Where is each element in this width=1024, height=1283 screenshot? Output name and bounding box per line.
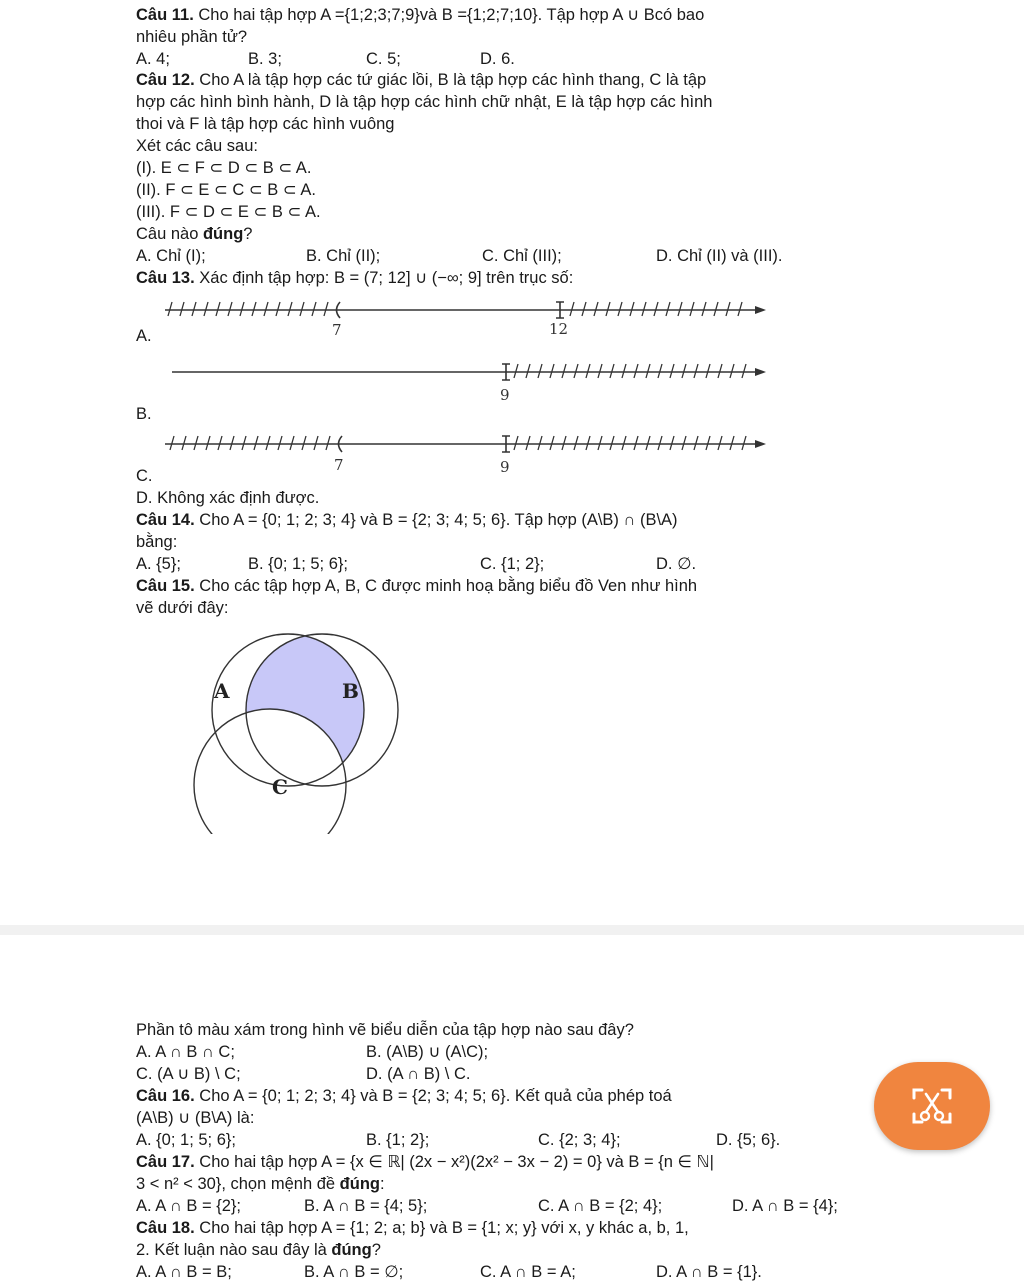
number-line-b (160, 356, 780, 406)
q11-option-a: A. 4; (136, 50, 170, 68)
q14-number: Câu 14. (136, 511, 195, 529)
q14-option-d: D. ∅. (656, 555, 697, 573)
hatch-right-b (514, 364, 746, 378)
q12-number: Câu 12. (136, 71, 195, 89)
tick-12-a: 12 (549, 320, 569, 338)
tick-7-c: 7 (334, 456, 344, 474)
hatch-left-a (168, 302, 328, 316)
q16-option-b: B. {1; 2}; (366, 1131, 430, 1149)
q11-option-c: C. 5; (366, 50, 401, 68)
q12-line1: Câu 12. Cho A là tập hợp các tứ giác lồi, B là tập hợp các hình thang, C là tập (136, 71, 707, 89)
q12-line3: thoi và F là tập hợp các hình vuông (136, 115, 395, 133)
q12-option-b: B. Chỉ (II); (306, 247, 381, 265)
venn-label-b: B (342, 679, 359, 703)
q12-line2: hợp các hình bình hành, D là tập hợp các hình chữ nhật, E là tập hợp các hình (136, 93, 713, 111)
q17-number: Câu 17. (136, 1153, 195, 1171)
tick-9-c: 9 (500, 458, 510, 476)
q13-line1: Câu 13. Xác định tập hợp: B = (7; 12] ∪ (−∞; 9] trên trục số: (136, 269, 574, 287)
q11-option-d: D. 6. (480, 50, 515, 68)
shaded-region (246, 634, 398, 786)
screenshot-crop-button[interactable] (874, 1062, 990, 1150)
hatch-right-c (514, 436, 746, 450)
q15-option-d: D. (A ∩ B) \ C. (366, 1065, 471, 1083)
hatch-left-c (170, 436, 330, 450)
q16-line1: Câu 16. Cho A = {0; 1; 2; 3; 4} và B = {2; 3; 4; 5; 6}. Kết quả của phép toá (136, 1087, 672, 1105)
q17-line2: 3 < n² < 30}, chọn mệnh đề đúng: (136, 1175, 385, 1193)
q18-option-d: D. A ∩ B = {1}. (656, 1263, 762, 1281)
q13-label-b: B. (136, 405, 152, 423)
q13-option-d: D. Không xác định được. (136, 489, 320, 507)
q17-line1: Câu 17. Cho hai tập hợp A = {x ∈ ℝ| (2x − x²)(2x² − 3x − 2) = 0} và B = {n ∈ ℕ| (136, 1153, 714, 1171)
q14-option-c: C. {1; 2}; (480, 555, 545, 573)
q13-label-a: A. (136, 327, 152, 345)
q17-option-c: C. A ∩ B = {2; 4}; (538, 1197, 663, 1215)
q17-option-a: A. A ∩ B = {2}; (136, 1197, 241, 1215)
q15-option-b: B. (A\B) ∪ (A\C); (366, 1043, 489, 1061)
q12-option-c: C. Chỉ (III); (482, 247, 562, 265)
q11-line2: nhiêu phần tử? (136, 28, 248, 46)
q18-option-c: C. A ∩ B = A; (480, 1263, 576, 1281)
q11-option-b: B. 3; (248, 50, 282, 68)
q13-number: Câu 13. (136, 269, 195, 287)
q18-line1: Câu 18. Cho hai tập hợp A = {1; 2; a; b} và B = {1; x; y} với x, y khác a, b, 1, (136, 1219, 689, 1237)
q18-option-a: A. A ∩ B = B; (136, 1263, 232, 1281)
number-line-a (160, 294, 780, 344)
q11-number: Câu 11. (136, 6, 194, 24)
q11-line1: Câu 11. Cho hai tập hợp A ={1;2;3;7;9}và B ={1;2;7;10}. Tập hợp A ∪ Bcó bao (136, 6, 705, 24)
q16-option-d: D. {5; 6}. (716, 1131, 781, 1149)
q12-option-d: D. Chỉ (II) và (III). (656, 247, 783, 265)
q15-option-a: A. A ∩ B ∩ C; (136, 1043, 235, 1061)
q14-option-a: A. {5}; (136, 555, 181, 573)
tick-7-a: 7 (332, 321, 342, 339)
tick-9-b: 9 (500, 386, 510, 404)
q14-option-b: B. {0; 1; 5; 6}; (248, 555, 348, 573)
q16-number: Câu 16. (136, 1087, 195, 1105)
q16-option-c: C. {2; 3; 4}; (538, 1131, 621, 1149)
q18-number: Câu 18. (136, 1219, 195, 1237)
q15-question: Phần tô màu xám trong hình vẽ biểu diễn của tập hợp nào sau đây? (136, 1021, 634, 1039)
q15-option-c: C. (A ∪ B) \ C; (136, 1065, 241, 1083)
venn-label-a: A (214, 679, 230, 703)
q17-option-d: D. A ∩ B = {4}; (732, 1197, 838, 1215)
q18-option-b: B. A ∩ B = ∅; (304, 1263, 404, 1281)
q14-line1: Câu 14. Cho A = {0; 1; 2; 3; 4} và B = {2; 3; 4; 5; 6}. Tập hợp (A\B) ∩ (B\A) (136, 511, 678, 529)
q17-option-b: B. A ∩ B = {4; 5}; (304, 1197, 428, 1215)
q15-line2: vẽ dưới đây: (136, 599, 229, 617)
q12-statement-2: (II). F ⊂ E ⊂ C ⊂ B ⊂ A. (136, 181, 316, 199)
q14-line2: bằng: (136, 533, 178, 551)
q15-number: Câu 15. (136, 577, 195, 595)
hatch-right-a (570, 302, 742, 316)
scissors-crop-icon (912, 1086, 952, 1126)
q13-label-c: C. (136, 467, 153, 485)
number-line-c (160, 428, 780, 478)
page-separator (0, 925, 1024, 935)
q12-intro: Xét các câu sau: (136, 137, 258, 155)
q12-option-a: A. Chỉ (I); (136, 247, 206, 265)
q16-option-a: A. {0; 1; 5; 6}; (136, 1131, 236, 1149)
q15-line1: Câu 15. Cho các tập hợp A, B, C được minh hoạ bằng biểu đồ Ven như hình (136, 577, 698, 595)
venn-diagram (136, 618, 412, 834)
q16-line2: (A\B) ∪ (B\A) là: (136, 1109, 255, 1127)
venn-label-c: C (272, 775, 288, 799)
q12-statement-3: (III). F ⊂ D ⊂ E ⊂ B ⊂ A. (136, 203, 321, 221)
q12-statement-1: (I). E ⊂ F ⊂ D ⊂ B ⊂ A. (136, 159, 312, 177)
q12-ask: Câu nào đúng? (136, 225, 253, 243)
q18-line2: 2. Kết luận nào sau đây là đúng? (136, 1241, 381, 1259)
